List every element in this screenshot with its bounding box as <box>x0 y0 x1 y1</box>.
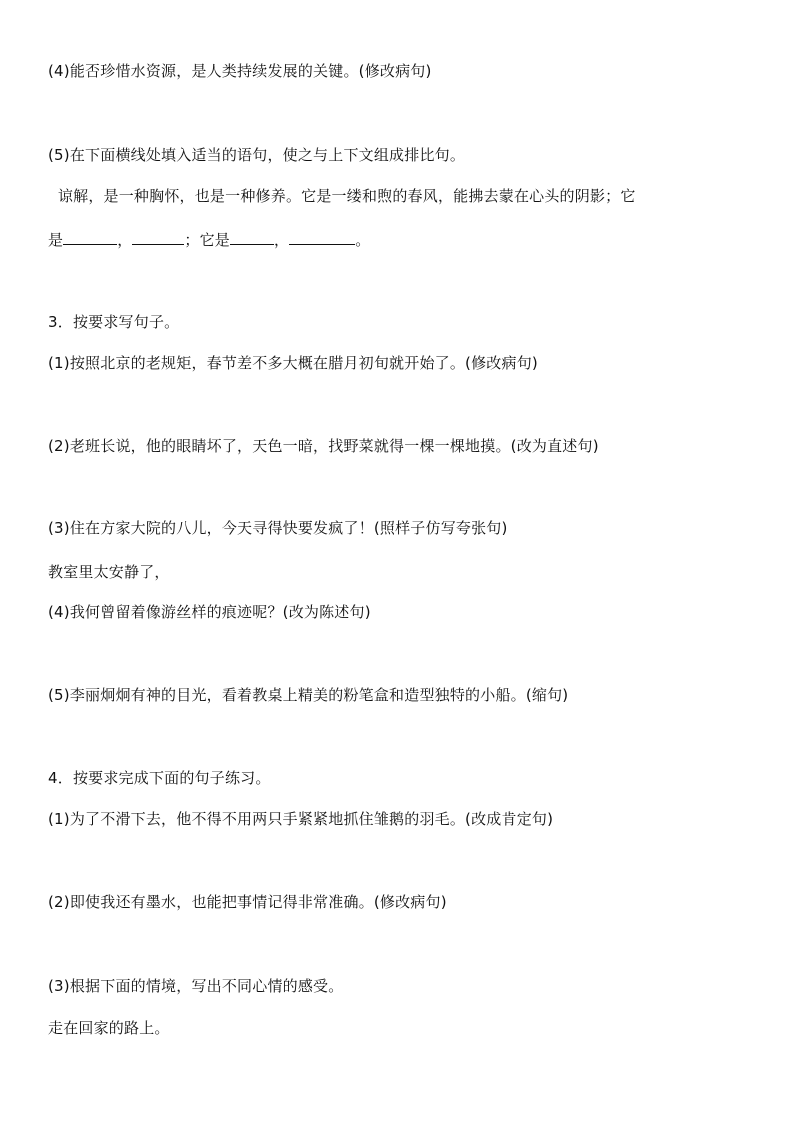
fill-separator-1: ， <box>117 231 133 249</box>
question-3-3-example: 教室里太安静了， <box>48 563 170 581</box>
question-3-1: (1)按照北京的老规矩，春节差不多大概在腊月初旬就开始了。(修改病句) <box>48 354 538 372</box>
question-3-5: (5)李丽炯炯有神的目光，看着教桌上精美的粉笔盒和造型独特的小船。(缩句) <box>48 686 569 704</box>
question-2-5-fill-line <box>48 229 754 250</box>
question-4-3-scene: 走在回家的路上。 <box>48 1019 170 1037</box>
question-4-2: (2)即使我还有墨水，也能把事情记得非常准确。(修改病句) <box>48 893 447 911</box>
question-3-title: 3．按要求写句子。 <box>48 313 180 331</box>
question-3-4: (4)我何曾留着像游丝样的痕迹呢？(改为陈述句) <box>48 603 371 621</box>
answer-blank-3[interactable] <box>230 229 274 245</box>
answer-blank-4[interactable] <box>289 229 355 245</box>
answer-blank-2[interactable] <box>132 229 184 245</box>
question-3-2: (2)老班长说，他的眼睛坏了，天色一暗，找野菜就得一棵一棵地摸。(改为直述句) <box>48 437 599 455</box>
question-4-3: (3)根据下面的情境，写出不同心情的感受。 <box>48 977 344 995</box>
question-2-5-prompt: (5)在下面横线处填入适当的语句，使之与上下文组成排比句。 <box>48 146 466 164</box>
fill-separator-2: ；它是 <box>184 231 231 249</box>
answer-blank-1[interactable] <box>63 229 117 245</box>
question-3-3: (3)住在方家大院的八儿，今天寻得快要发疯了！(照样子仿写夸张句) <box>48 519 508 537</box>
question-4-1: (1)为了不滑下去，他不得不用两只手紧紧地抓住雏鹅的羽毛。(改成肯定句) <box>48 810 554 828</box>
question-2-4: (4)能否珍惜水资源，是人类持续发展的关键。(修改病句) <box>48 62 432 80</box>
question-4-title: 4．按要求完成下面的句子练习。 <box>48 769 271 787</box>
fill-text-start: 是 <box>48 231 64 249</box>
question-2-5-passage: 谅解，是一种胸怀，也是一种修养。它是一缕和煦的春风，能拂去蒙在心头的阴影；它 <box>48 187 636 205</box>
fill-text-end: 。 <box>355 231 371 249</box>
fill-separator-3: ， <box>274 231 290 249</box>
